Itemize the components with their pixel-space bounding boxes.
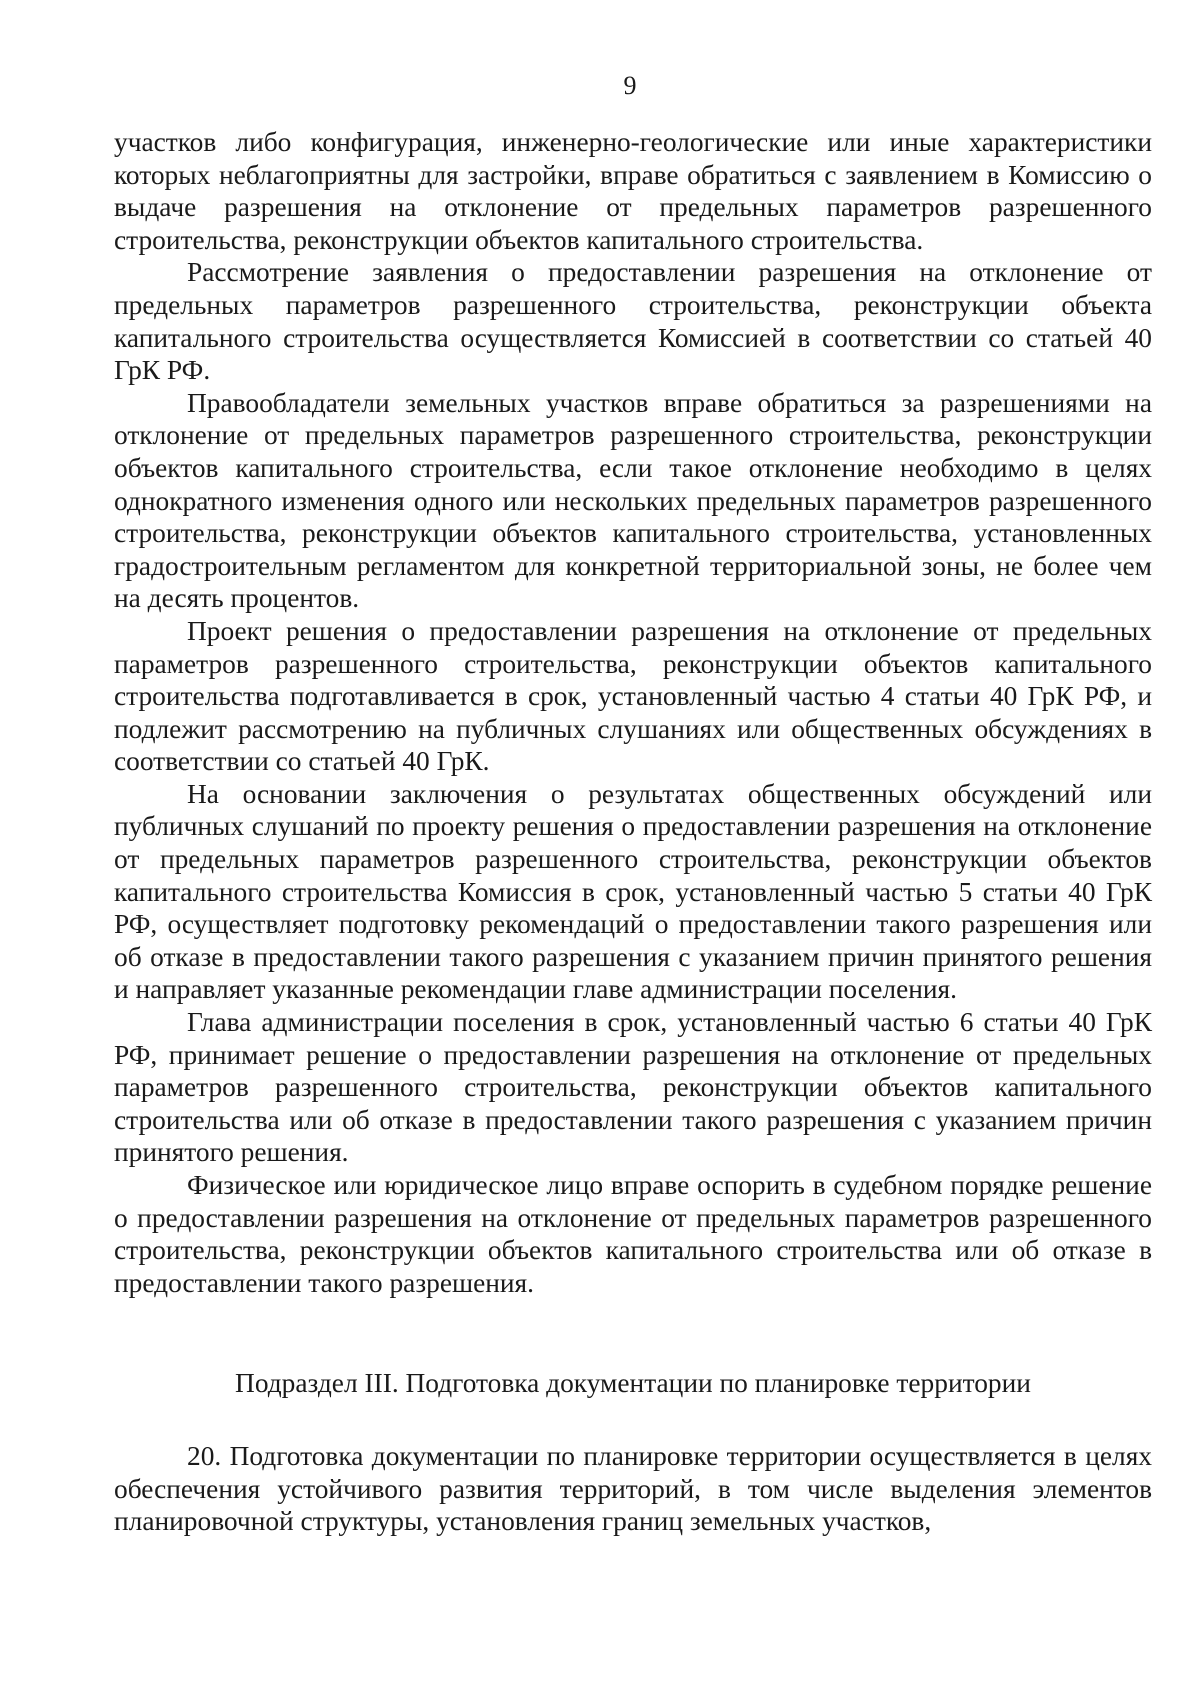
paragraph-continuation: участков либо конфигурация, инженерно-геологические или иные характеристики которых неблагоприятны для застройки, вправе обратиться с заявлением в Комиссию о выдаче разрешения на отклонение от предельных параметров разрешенного строительства, реконструкции объектов капитального строительства. <box>114 127 1152 255</box>
body-text <box>114 126 1152 1299</box>
section-heading: Подраздел III. Подготовка документации по планировке территории <box>235 1368 1031 1398</box>
paragraph-right-holders: Правообладатели земельных участков вправе обратиться за разрешениями на отклонение от предельных параметров разрешенного строительства, реконструкции объектов капитального строительства, если такое отклонение необходимо в целях однократного изменения одного или нескольких предельных параметров разрешенного строительства, реконструкции объектов капитального строительства, установленных градостроительным регламентом для конкретной территориальной зоны, не более чем на десять процентов. <box>114 387 1152 614</box>
paragraph-commission-recommendations: На основании заключения о результатах общественных обсуждений или публичных слушаний по проекту решения о предоставлении разрешения на отклонение от предельных параметров разрешенного строительства, реконструкции объектов капитального строительства Комиссия в срок, установленный частью 5 статьи 40 ГрК РФ, осуществляет подготовку рекомендаций о предоставлении такого разрешения или об отказе в предоставлении такого разрешения с указанием причин принятого решения и направляет указанные рекомендации главе администрации поселения. <box>114 778 1152 1005</box>
tail-text <box>114 1440 1152 1538</box>
paragraph-application-review: Рассмотрение заявления о предоставлении разрешения на отклонение от предельных параметров разрешенного строительства, реконструкции объекта капитального строительства осуществляется Комиссией в соответствии со статьей 40 ГрК РФ. <box>114 257 1152 386</box>
paragraph-item-20: 20. Подготовка документации по планировке территории осуществляется в целях обеспечения устойчивого развития территорий, в том числе выделения элементов планировочной структуры, установления границ земельных участков, <box>114 1441 1152 1537</box>
page-number: 9 <box>623 71 637 100</box>
paragraph-draft-decision: Проект решения о предоставлении разрешения на отклонение от предельных параметров разрешенного строительства, реконструкции объектов капитального строительства подготавливается в срок, установленный частью 4 статьи 40 ГрК РФ, и подлежит рассмотрению на публичных слушаниях или общественных обсуждениях в соответствии со статьей 40 ГрК. <box>114 615 1152 777</box>
paragraph-court-appeal: Физическое или юридическое лицо вправе оспорить в судебном порядке решение о предоставлении разрешения на отклонение от предельных параметров разрешенного строительства, реконструкции объектов капитального строительства или об отказе в предоставлении такого разрешения. <box>114 1170 1152 1298</box>
paragraph-head-decision: Глава администрации поселения в срок, установленный частью 6 статьи 40 ГрК РФ, принимает решение о предоставлении разрешения на отклонение от предельных параметров разрешенного строительства, реконструкции объектов капитального строительства или об отказе в предоставлении такого разрешения с указанием причин принятого решения. <box>114 1007 1152 1168</box>
